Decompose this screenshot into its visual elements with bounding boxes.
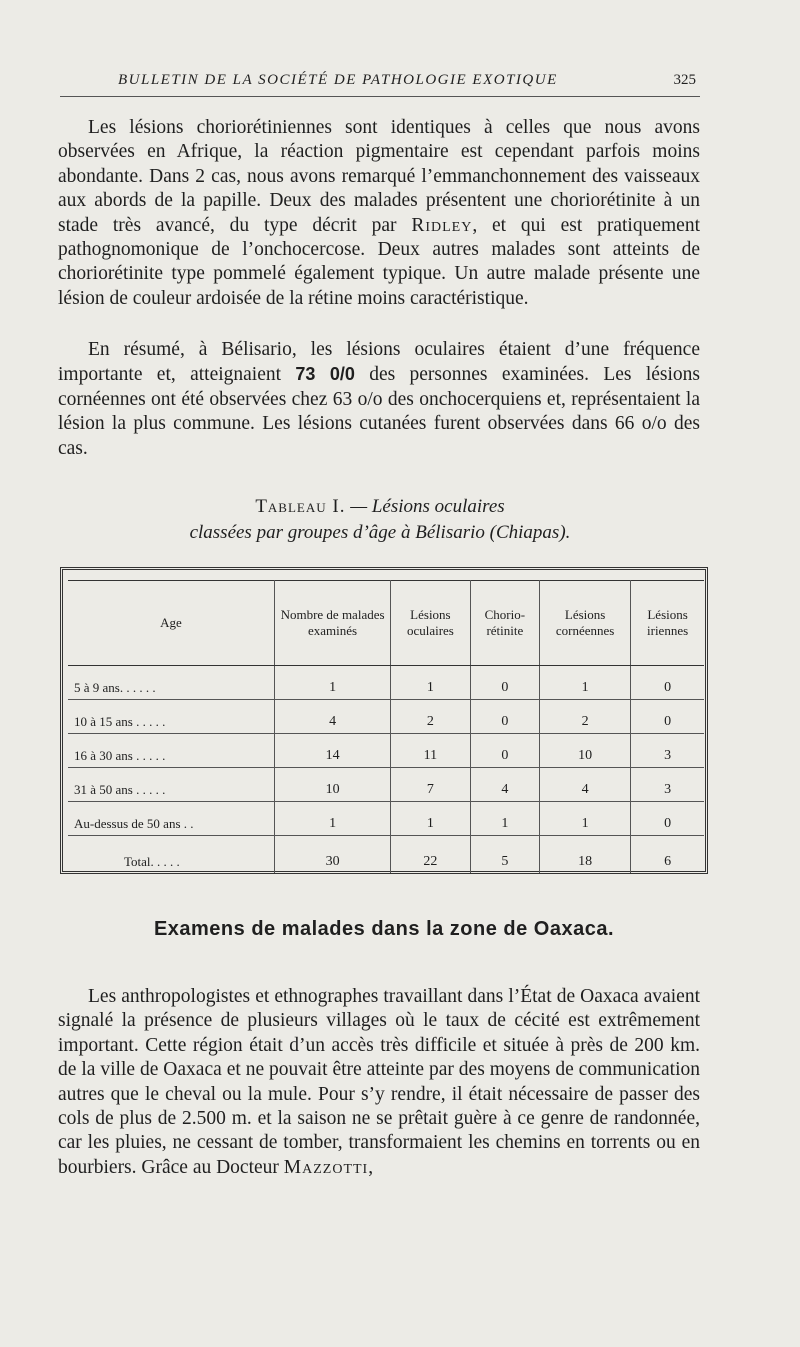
table-row — [68, 734, 704, 768]
value-cell: 4 — [470, 768, 539, 802]
author-name: Ridley — [411, 214, 473, 236]
running-header — [60, 70, 700, 97]
value-cell: 2 — [540, 700, 631, 734]
age-cell: 31 à 50 ans . . . . . — [68, 768, 275, 802]
value-cell: 2 — [391, 700, 471, 734]
table-caption-line2: classées par groupes d’âge à Bélisario (Chiapas). — [189, 522, 571, 543]
header-ocular: Lésions oculaires — [391, 581, 471, 666]
value-cell: 0 — [470, 700, 539, 734]
paragraph-oaxaca: Les anthropologistes et ethnographes travaillant dans l’État de Oaxaca avaient signalé la présence de plusieurs villages où le taux de cécité est extrêmement important. Cette région était d’un accès très difficile et située à près de 200 km. de la ville de Oaxaca et ne pouvait être atteinte par des moyens de communication autres que le cheval ou la mule. Pour s’y rendre, il était nécessaire de passer des cols de plus de 2.500 m. et la saison ne se prêtait guère à ce genre de randonnée, car les pluies, ne cessant de tomber, transformaient les chemins en torrents ou en bourbiers. Grâce au Docteur Mazzotti, — [58, 986, 700, 1178]
value-cell: 4 — [540, 768, 631, 802]
age-cell: Au-dessus de 50 ans . . — [68, 802, 275, 836]
table-row — [68, 700, 704, 734]
value-cell: 0 — [631, 802, 704, 836]
total-cell: 22 — [391, 836, 471, 874]
lesions-table — [68, 580, 704, 874]
age-cell: 10 à 15 ans . . . . . — [68, 700, 275, 734]
table-row — [68, 666, 704, 700]
age-cell: 5 à 9 ans. . . . . . — [68, 666, 275, 700]
paragraph-summary: En résumé, à Bélisario, les lésions oculaires étaient d’une fréquence importante et, atteignaient 73 0/0 des personnes examinées. Les lésions cornéennes ont été observées chez 63 o/o des onchocerquiens et, représentaient la lésion la plus commune. Les lésions cutanées furent observées dans 66 o/o des cas. — [58, 339, 700, 459]
header-corneal: Lésions cornéennes — [540, 581, 631, 666]
value-cell: 1 — [391, 666, 471, 700]
paragraph-lesions: Les lésions choriorétiniennes sont identiques à celles que nous avons observées en Afrique, la réaction pigmentaire est cependant parfois moins abondante. Dans 2 cas, nous avons remarqué l’emmanchonnement des vaisseaux aux abords de la papille. Deux des malades présentent une choriorétinite à un stade très avancé, du type décrit par Ridley, et qui est pratiquement pathognomonique de l’onchocercose. Deux autres malades sont atteints de choriorétinite type pommelé également typique. Un autre malade présente une lésion de couleur ardoisée de la rétine moins caractéristique. — [58, 117, 700, 309]
value-cell: 0 — [631, 700, 704, 734]
value-cell: 4 — [275, 700, 391, 734]
value-cell: 10 — [540, 734, 631, 768]
table-caption: Tableau I. — Lésions oculaires — [255, 496, 505, 517]
value-cell: 1 — [470, 802, 539, 836]
total-row — [68, 836, 704, 874]
table-header-row — [68, 581, 704, 666]
value-cell: 7 — [391, 768, 471, 802]
header-age: Age — [68, 581, 275, 666]
value-cell: 1 — [540, 802, 631, 836]
table-row — [68, 768, 704, 802]
page-number: 325 — [673, 72, 696, 88]
section-heading: Examens de malades dans la zone de Oaxaca. — [153, 918, 615, 940]
value-cell: 0 — [470, 734, 539, 768]
total-cell: 30 — [275, 836, 391, 874]
table-row — [68, 802, 704, 836]
total-cell: 6 — [631, 836, 704, 874]
author-name: Mazzotti — [283, 1156, 369, 1178]
total-cell: 5 — [470, 836, 539, 874]
value-cell: 14 — [275, 734, 391, 768]
value-cell: 1 — [540, 666, 631, 700]
value-cell: 0 — [470, 666, 539, 700]
value-cell: 10 — [275, 768, 391, 802]
journal-title: BULLETIN DE LA SOCIÉTÉ DE PATHOLOGIE EXOTIQUE — [118, 72, 558, 88]
value-cell: 0 — [631, 666, 704, 700]
header-iris: Lésions iriennes — [631, 581, 704, 666]
percentage-figure: 73 0/0 — [295, 364, 355, 385]
total-cell: 18 — [540, 836, 631, 874]
value-cell: 3 — [631, 734, 704, 768]
header-patients: Nombre de malades examinés — [275, 581, 391, 666]
total-label: Total. . . . . — [68, 836, 275, 874]
value-cell: 11 — [391, 734, 471, 768]
value-cell: 1 — [391, 802, 471, 836]
value-cell: 1 — [275, 666, 391, 700]
value-cell: 3 — [631, 768, 704, 802]
age-cell: 16 à 30 ans . . . . . — [68, 734, 275, 768]
header-chorio: Chorio-rétinite — [470, 581, 539, 666]
value-cell: 1 — [275, 802, 391, 836]
